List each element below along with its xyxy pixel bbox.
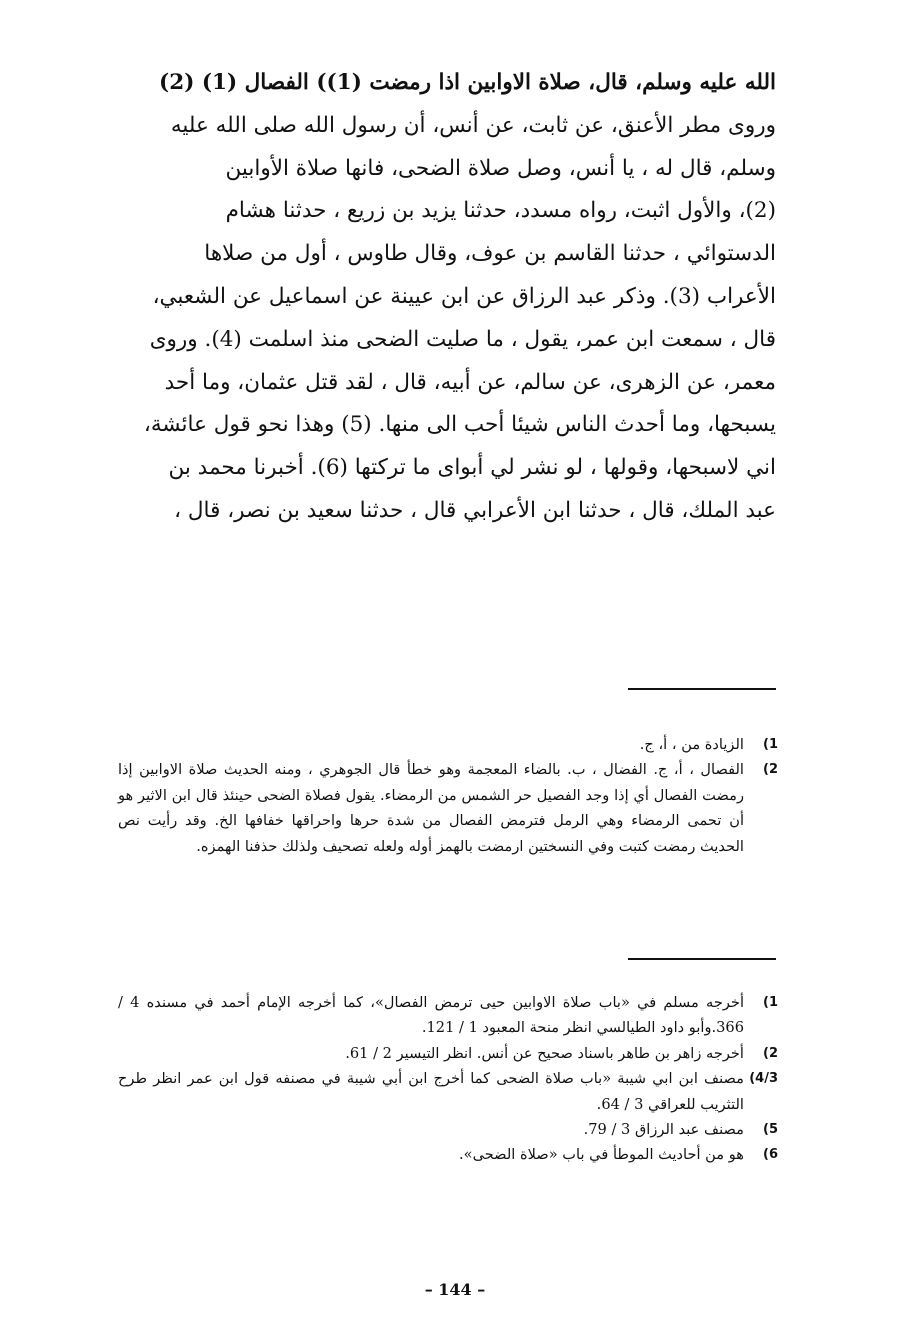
source-footnote: [118, 990, 778, 1041]
footnote-text: الفصال ، أ، ج. الفضال ، ب. بالضاء المعجمة وهو خطأ قال الجوهري ، ومنه الحديث صلاة الاوابين إذا رمضت الفصال أي إذا وجد الفصيل حر الشمس من الرمضاء. يقول فصلاة الضحى حينئذ قال ابن الاثير هو أن تحمى الرمضاء وهي الرمل فترمض الفصال من شدة حرها واحراقها خفافها الخ. وقد رأيت نص الحديث رمضت كتبت وفي النسختين ارمضت بالهمز أوله ولعله تصحيف ولذلك حذفنا الهمزه.: [118, 761, 744, 855]
footnote-text: مصنف عبد الرزاق 3 / 79.: [583, 1121, 744, 1139]
source-footnote: [118, 1142, 778, 1167]
main-text-line: عبد الملك، قال ، حدثنا ابن الأعرابي قال ، حدثنا سعيد بن نصر، قال ،: [174, 497, 776, 523]
main-text-line: اني لاسبحها، وقولها ، لو نشر لي أبواى ما تركتها (6). أخبرنا محمد بن: [168, 455, 776, 481]
footnote-text: أخرجه مسلم في «باب صلاة الاوابين حيى ترمض الفصال»، كما أخرجه الإمام أحمد في مسنده 4 / 366.وأبو داود الطيالسي انظر منحة المعبود 1 / 121.: [118, 994, 744, 1037]
source-notes: [118, 990, 778, 1168]
footnote-number: 2): [763, 762, 778, 778]
source-footnote: [118, 1066, 778, 1117]
main-text-line: معمر، عن الزهرى، عن سالم، عن أبيه، قال ، لقد قتل عثمان، وما أحد: [164, 369, 776, 395]
main-text-line: الله عليه وسلم، قال، صلاة الاوابين اذا رمضت (1)) الفصال (1) (2): [159, 70, 776, 95]
footnote-rule-lower: [628, 958, 776, 960]
footnote-number: 2): [763, 1045, 778, 1061]
main-text-line: الدستوائي ، حدثنا القاسم بن عوف، وقال طاوس ، أول من صلاها: [204, 241, 776, 267]
footnote-text: مصنف ابن ابي شيبة «باب صلاة الضحى كما أخرج ابن أبي شيبة في مصنفه قول ابن عمر انظر طرح التثريب للعراقي 3 / 64.: [118, 1070, 744, 1113]
footnote-number: 6): [763, 1147, 778, 1163]
page-number: – 144 –: [424, 1280, 486, 1299]
main-paragraph: [108, 62, 776, 533]
source-footnote: [118, 1041, 778, 1066]
variant-footnote: [118, 757, 778, 859]
footnote-number: 4/3): [749, 1071, 778, 1087]
footnote-text: أخرجه زاهر بن طاهر باسناد صحيح عن أنس. انظر التيسير 2 / 61.: [345, 1044, 744, 1062]
footnote-number: 1): [763, 737, 778, 752]
footnote-number: 5): [763, 1122, 778, 1138]
footnote-number: 1): [763, 995, 778, 1010]
variant-footnote: [118, 732, 778, 757]
main-text-line: الأعراب (3). وذكر عبد الرزاق عن ابن عيينة عن اسماعيل عن الشعبي،: [152, 283, 776, 309]
main-text-line: وسلم، قال له ، يا أنس، وصل صلاة الضحى، فانها صلاة الأوابين: [225, 155, 776, 181]
main-text-line: يسبحها، وما أحدث الناس شيئا أحب الى منها. (5) وهذا نحو قول عائشة،: [143, 412, 776, 438]
footnote-rule-upper: [628, 688, 776, 690]
footnote-text: الزيادة من ، أ، ج.: [639, 736, 744, 753]
main-text-line: قال ، سمعت ابن عمر، يقول ، ما صليت الضحى منذ اسلمت (4). وروى: [149, 326, 776, 352]
main-text-line: (2)، والأول اثبت، رواه مسدد، حدثنا يزيد بن زريع ، حدثنا هشام: [225, 198, 776, 224]
source-footnote: [118, 1117, 778, 1142]
footnote-text: هو من أحاديث الموطأ في باب «صلاة الضحى».: [459, 1146, 744, 1164]
main-text-block: [108, 62, 776, 533]
main-text-line: وروى مطر الأعنق، عن ثابت، عن أنس، أن رسول الله صلى الله عليه: [170, 112, 776, 138]
variant-notes: [118, 732, 778, 859]
